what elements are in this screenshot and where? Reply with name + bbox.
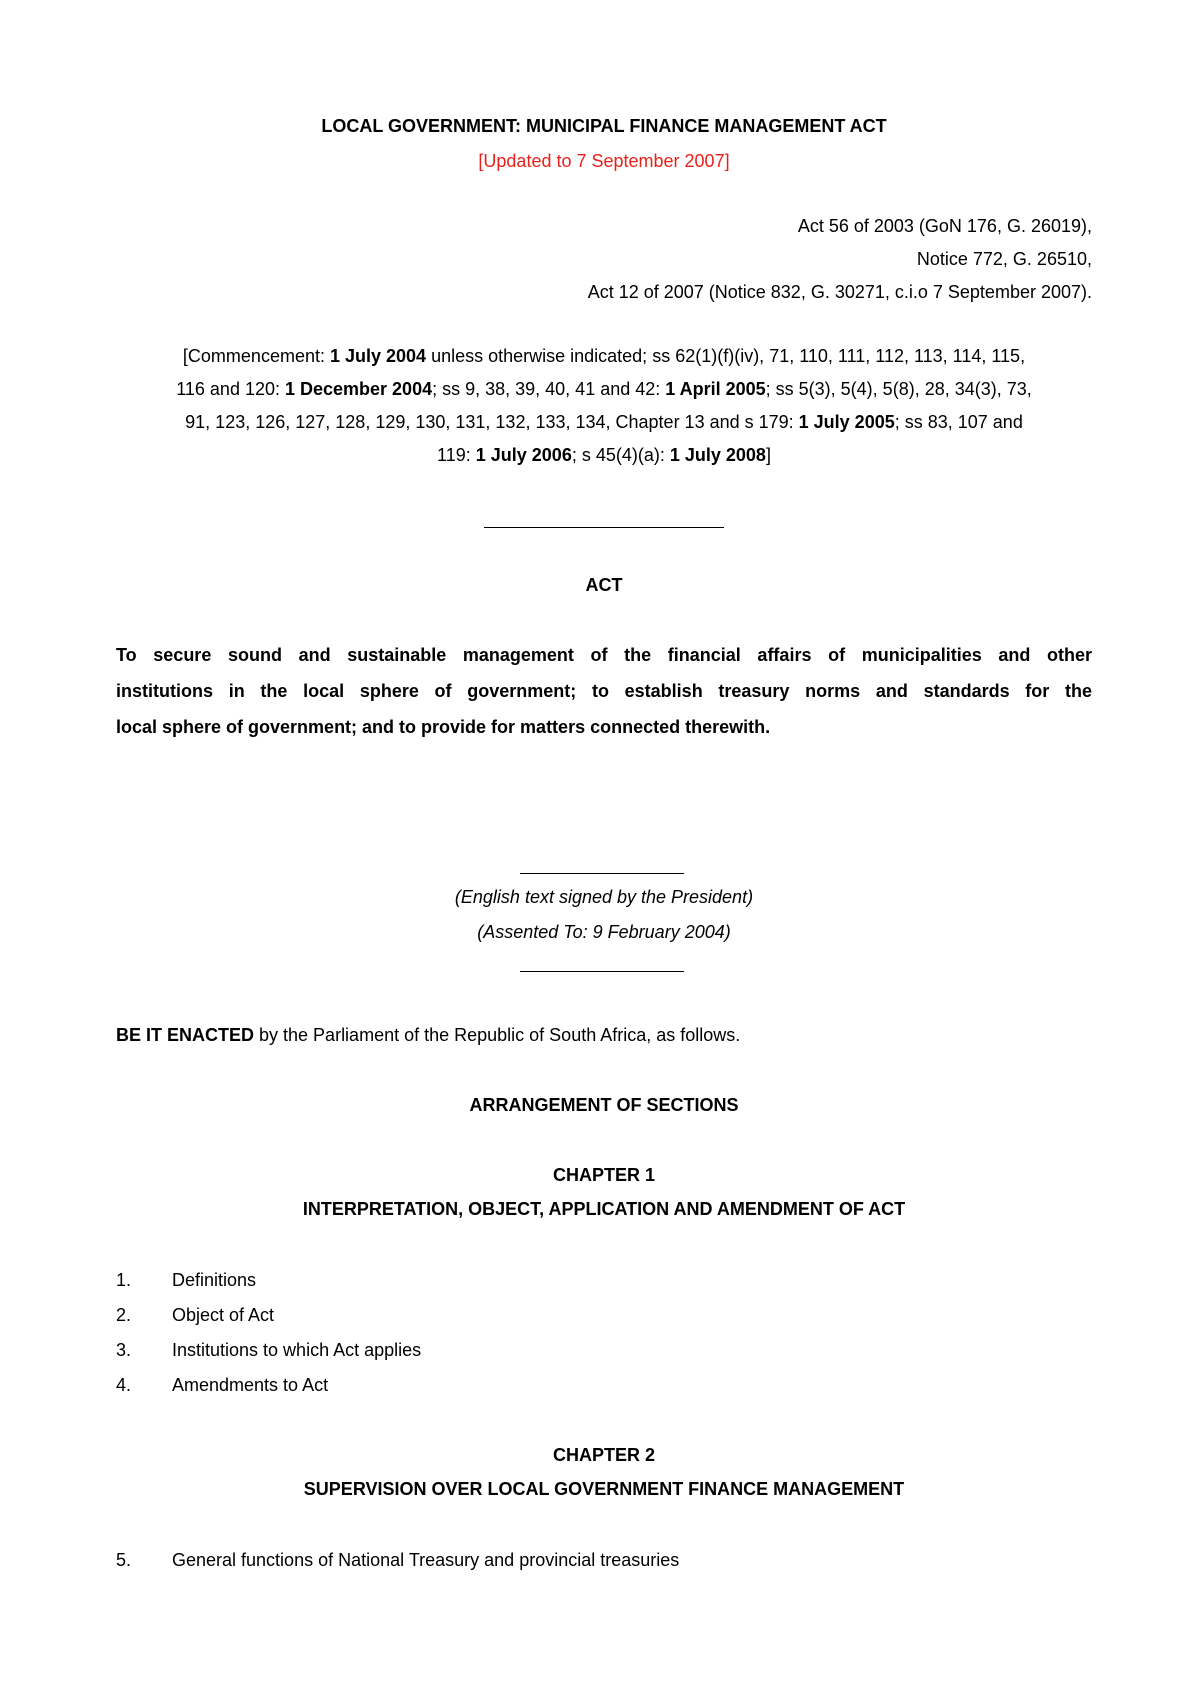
toc-item[interactable] (116, 1338, 421, 1362)
commencement-text: 116 and 120: (176, 379, 285, 399)
commencement-date: 1 July 2008 (669, 445, 766, 465)
commencement-date: 1 July 2004 (329, 346, 427, 366)
commencement-text: [Commencement: (182, 346, 330, 366)
commencement-date: 1 July 2006 (475, 445, 572, 465)
commencement-line (116, 443, 1092, 467)
toc-item[interactable] (116, 1548, 679, 1572)
commencement-line (116, 344, 1092, 368)
toc-item[interactable] (116, 1373, 328, 1397)
purpose-line: local sphere of government; and to provide for matters connected therewith. (116, 717, 771, 737)
enacting-text: by the Parliament of the Republic of South Africa, as follows. (254, 1025, 741, 1045)
section-title: Definitions (172, 1270, 257, 1290)
reference-line: Notice 772, G. 26510, (916, 249, 1092, 269)
enacting-lead: BE IT ENACTED (116, 1025, 255, 1045)
toc-item[interactable] (116, 1303, 274, 1327)
commencement-date: 1 December 2004 (284, 379, 433, 399)
act-heading: ACT (585, 575, 623, 595)
enacting-clause (116, 1023, 740, 1047)
purpose-line: institutions in the local sphere of government; to establish treasury norms and standards for the (116, 681, 1092, 701)
section-number: 5. (116, 1550, 132, 1570)
signed-note: (English text signed by the President) (454, 887, 754, 907)
commencement-date: 1 July 2005 (798, 412, 895, 432)
commencement-text: ] (765, 445, 771, 465)
commencement-text: 119: (437, 445, 476, 465)
commencement-text: 91, 123, 126, 127, 128, 129, 130, 131, 132, 133, 134, Chapter 13 and s 179: (185, 412, 799, 432)
commencement-text: unless otherwise indicated; ss 62(1)(f)(iv), 71, 110, 111, 112, 113, 114, 115, (426, 346, 1026, 366)
chapter-label: CHAPTER 2 (552, 1445, 655, 1465)
commencement-text: ; ss 9, 38, 39, 40, 41 and 42: (432, 379, 666, 399)
section-divider (520, 971, 684, 972)
commencement-line (116, 410, 1092, 434)
purpose-line: To secure sound and sustainable management of the financial affairs of municipalities and other (116, 645, 1092, 665)
chapter-title: SUPERVISION OVER LOCAL GOVERNMENT FINANCE MANAGEMENT (303, 1479, 905, 1499)
commencement-date: 1 April 2005 (665, 379, 766, 399)
commencement-text: ; ss 5(3), 5(4), 5(8), 28, 34(3), 73, (765, 379, 1032, 399)
section-title: General functions of National Treasury and provincial treasuries (172, 1550, 680, 1570)
commencement-text: ; s 45(4)(a): (571, 445, 670, 465)
section-number: 2. (116, 1305, 132, 1325)
section-divider (484, 527, 724, 528)
commencement-line (116, 377, 1092, 401)
chapter-title: INTERPRETATION, OBJECT, APPLICATION AND AMENDMENT OF ACT (302, 1199, 906, 1219)
chapter-label: CHAPTER 1 (552, 1165, 655, 1185)
section-number: 1. (116, 1270, 132, 1290)
reference-line: Act 12 of 2007 (Notice 832, G. 30271, c.i.o 7 September 2007). (587, 282, 1092, 302)
assented-note: (Assented To: 9 February 2004) (477, 922, 731, 942)
updated-note: [Updated to 7 September 2007] (478, 151, 730, 171)
section-title: Object of Act (172, 1305, 275, 1325)
reference-line: Act 56 of 2003 (GoN 176, G. 26019), (797, 216, 1092, 236)
commencement-text: ; ss 83, 107 and (894, 412, 1023, 432)
section-number: 3. (116, 1340, 132, 1360)
section-divider (520, 873, 684, 874)
act-title: LOCAL GOVERNMENT: MUNICIPAL FINANCE MANAGEMENT ACT (321, 116, 887, 136)
arrangement-heading: ARRANGEMENT OF SECTIONS (469, 1095, 739, 1115)
section-title: Institutions to which Act applies (172, 1340, 422, 1360)
toc-item[interactable] (116, 1268, 256, 1292)
section-title: Amendments to Act (172, 1375, 329, 1395)
section-number: 4. (116, 1375, 132, 1395)
